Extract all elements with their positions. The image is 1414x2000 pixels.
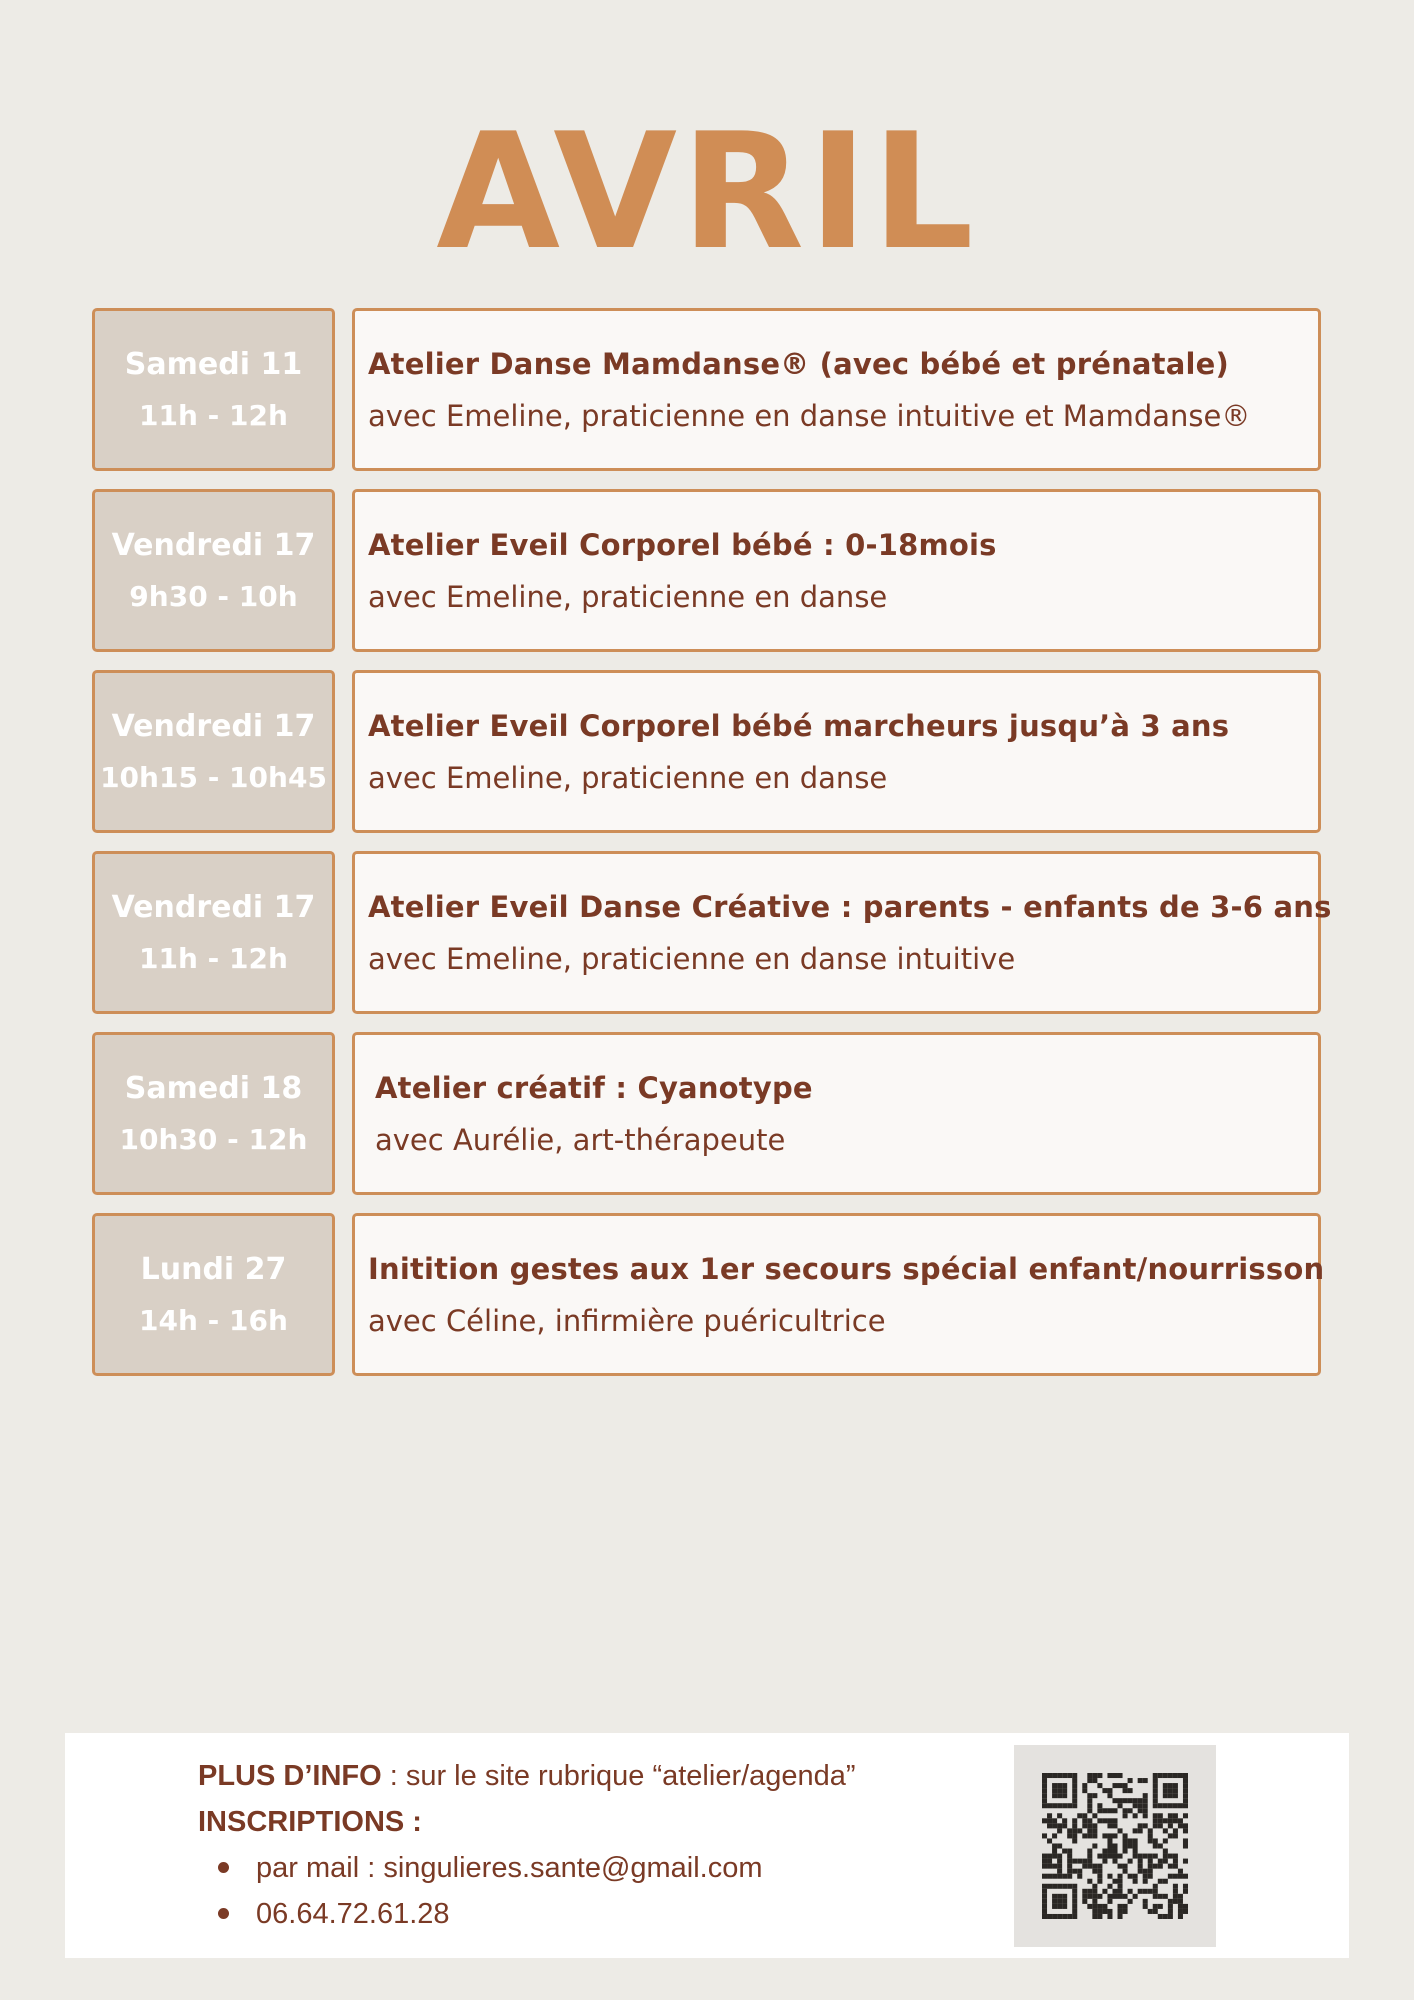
- more-info-line: [198, 1753, 856, 1799]
- event-date-box: [92, 489, 335, 652]
- event-row: [92, 308, 1321, 471]
- inscriptions-label: INSCRIPTIONS: [198, 1806, 405, 1838]
- inscriptions-line: [198, 1799, 856, 1845]
- contact-phone-text: 06.64.72.61.28: [256, 1898, 450, 1930]
- event-title: Atelier Eveil Corporel bébé marcheurs jusqu’à 3 ans: [368, 708, 1230, 743]
- event-title: Atelier Eveil Corporel bébé : 0-18mois: [368, 527, 997, 562]
- event-row: [92, 489, 1321, 652]
- qr-code-icon: [1042, 1773, 1188, 1919]
- event-date-box: [92, 1032, 335, 1195]
- event-time: 10h15 - 10h45: [100, 760, 327, 794]
- event-details-box: [352, 308, 1321, 471]
- event-day: Vendredi 17: [111, 527, 316, 563]
- event-time: 11h - 12h: [139, 941, 288, 975]
- event-date-box: [92, 670, 335, 833]
- event-day: Vendredi 17: [111, 708, 316, 744]
- event-details-box: [352, 489, 1321, 652]
- event-host: avec Céline, infirmière puéricultrice: [368, 1303, 886, 1338]
- inscriptions-suffix: :: [404, 1806, 422, 1838]
- bullet-icon: [218, 1908, 229, 1919]
- event-host: avec Emeline, praticienne en danse: [368, 760, 888, 795]
- event-time: 9h30 - 10h: [129, 579, 298, 613]
- contact-email-text: par mail : singulieres.sante@gmail.com: [256, 1852, 763, 1884]
- info-block: [198, 1753, 856, 1937]
- event-day: Samedi 11: [124, 346, 303, 382]
- contact-phone: [198, 1891, 856, 1937]
- event-date-box: [92, 1213, 335, 1376]
- contact-email: [198, 1845, 856, 1891]
- event-date-box: [92, 851, 335, 1014]
- event-details-box: [352, 1213, 1325, 1376]
- event-day: Lundi 27: [140, 1251, 287, 1287]
- event-details-box: [352, 670, 1321, 833]
- event-time: 14h - 16h: [139, 1303, 288, 1337]
- event-title: Atelier Danse Mamdanse® (avec bébé et prénatale): [368, 346, 1229, 381]
- event-host: avec Emeline, praticienne en danse intuitive et Mamdanse®: [368, 398, 1251, 433]
- event-host: avec Aurélie, art-thérapeute: [375, 1122, 786, 1157]
- event-details-box: [352, 851, 1332, 1014]
- more-info-text: : sur le site rubrique “atelier/agenda”: [381, 1760, 856, 1792]
- info-footer: [65, 1733, 1349, 1958]
- event-day: Vendredi 17: [111, 889, 316, 925]
- bullet-icon: [218, 1862, 229, 1873]
- event-title: Initition gestes aux 1er secours spécial enfant/nourrisson: [368, 1251, 1325, 1286]
- more-info-label: PLUS D’INFO: [198, 1760, 382, 1792]
- contact-list: [198, 1845, 856, 1937]
- event-date-box: [92, 308, 335, 471]
- event-day: Samedi 18: [124, 1070, 303, 1106]
- event-host: avec Emeline, praticienne en danse intuitive: [368, 941, 1016, 976]
- event-row: [92, 1032, 1321, 1195]
- qr-code[interactable]: [1014, 1745, 1216, 1947]
- page-title: AVRIL: [436, 98, 978, 285]
- event-list: [92, 308, 1332, 1394]
- event-time: 10h30 - 12h: [119, 1122, 308, 1156]
- event-time: 11h - 12h: [139, 398, 288, 432]
- event-title: Atelier Eveil Danse Créative : parents - enfants de 3-6 ans: [368, 889, 1332, 924]
- event-row: [92, 1213, 1325, 1376]
- event-details-box: [352, 1032, 1321, 1195]
- event-host: avec Emeline, praticienne en danse: [368, 579, 888, 614]
- event-title: Atelier créatif : Cyanotype: [375, 1070, 813, 1105]
- event-row: [92, 670, 1321, 833]
- event-row: [92, 851, 1332, 1014]
